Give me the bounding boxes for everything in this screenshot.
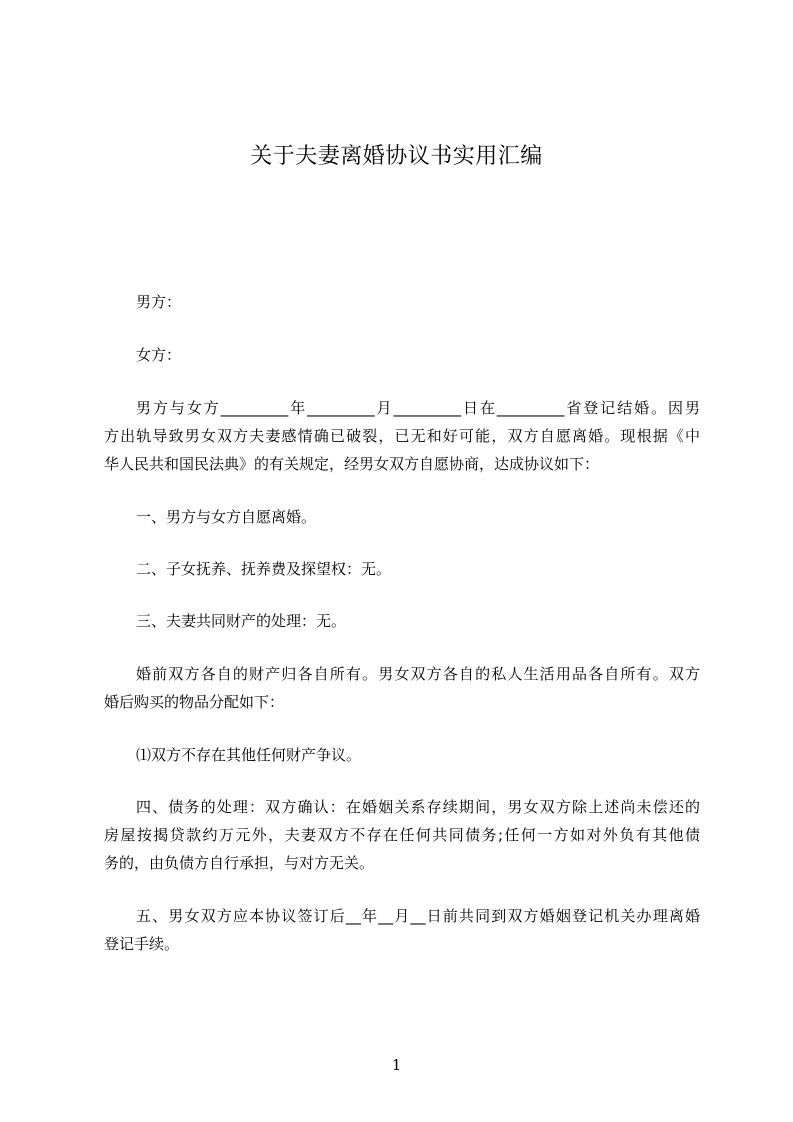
property-item-1: ⑴双方不存在其他任何财产争议。: [136, 746, 362, 764]
clause-5-line-1: 五、男女双方应本协议签订后__年__月__日前共同到双方婚姻登记机关办理离婚: [136, 907, 700, 925]
property-line-2: 婚后购买的物品分配如下：: [104, 693, 285, 711]
document-title: 关于夫妻离婚协议书实用汇编: [250, 144, 543, 169]
clause-3: 三、夫妻共同财产的处理：无。: [136, 612, 347, 630]
clause-4-line-3: 务的，由负债方自行承担，与对方无关。: [104, 854, 375, 872]
property-line-1: 婚前双方各自的财产归各自所有。男女双方各自的私人生活用品各自所有。双方: [136, 665, 700, 683]
female-party-label: 女方：: [136, 346, 182, 364]
intro-line-1: 男方与女方_________年_________月_________日在_________省登记结婚。因男: [136, 399, 700, 417]
male-party-label: 男方：: [136, 293, 182, 311]
clause-4-line-1: 四、债务的处理：双方确认：在婚姻关系存续期间，男女双方除上述尚未偿还的: [136, 798, 700, 816]
clause-2: 二、子女抚养、抚养费及探望权：无。: [136, 560, 392, 578]
clause-4-line-2: 房屋按揭贷款约万元外，夫妻双方不存在任何共同债务;任何一方如对外负有其他债: [104, 826, 700, 844]
clause-1: 一、男方与女方自愿离婚。: [136, 508, 317, 526]
page-number: 1: [391, 1056, 402, 1074]
intro-line-2: 方出轨导致男女双方夫妻感情确已破裂，已无和好可能，双方自愿离婚。现根据《中: [104, 427, 700, 445]
clause-5-line-2: 登记手续。: [104, 935, 180, 953]
intro-line-3: 华人民共和国民法典》的有关规定，经男女双方自愿协商，达成协议如下：: [104, 455, 600, 473]
